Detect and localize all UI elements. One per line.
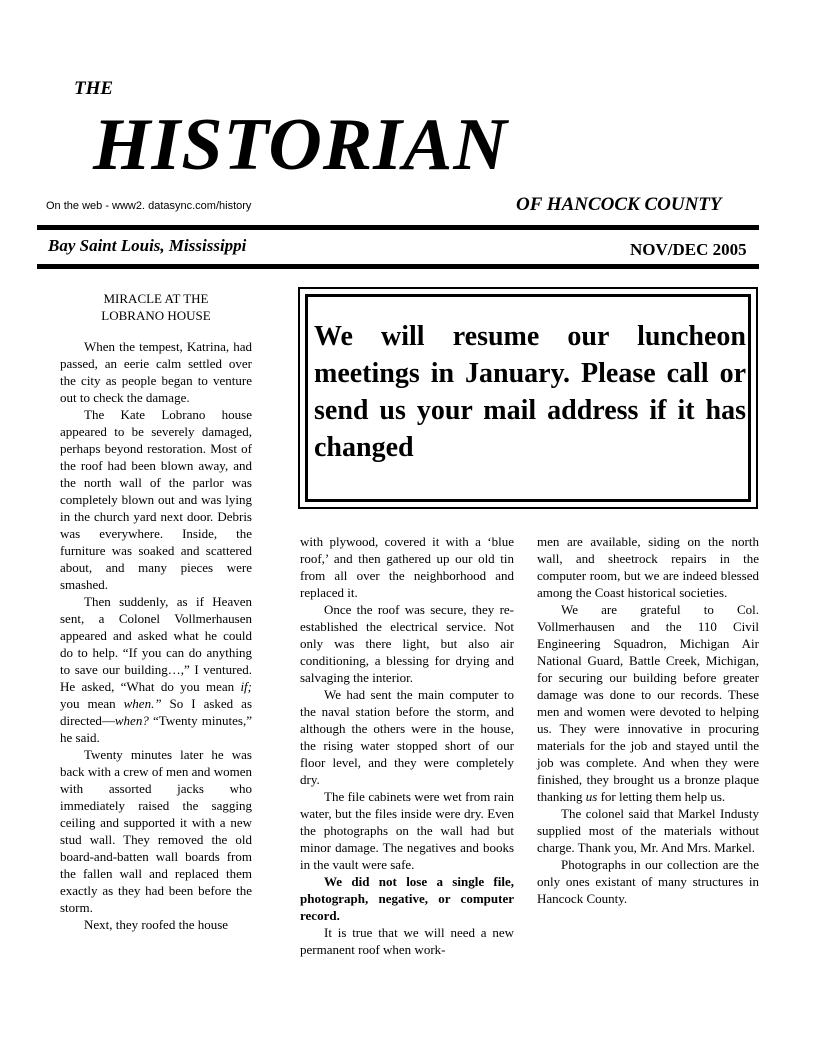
article-column-1 <box>60 338 252 933</box>
city-line: Bay Saint Louis, Mississippi <box>48 236 247 255</box>
text-run: Then suddenly, as if Heaven sent, a Colonel Vollmerhausen appeared and asked what he could do to help. “If you can do anything to save our building…,” I ventured. He asked, “What do you mean <box>60 594 252 694</box>
article-column-3 <box>537 533 759 907</box>
paragraph: Next, they roofed the house <box>84 917 229 932</box>
paragraph: When the tempest, Katrina, had passed, an eerie calm settled over the city as people began to venture out to check the damage. <box>60 339 252 405</box>
italic-text: when.” <box>123 696 162 711</box>
text-run: for letting them help us. <box>597 789 726 804</box>
paragraph: The file cabinets were wet from rain water, but the files inside were dry. Even the photographs on the wall had but minor damage. The negatives and books in the vault were safe. <box>300 789 514 872</box>
paragraph: It is true that we will need a new permanent roof when work- <box>300 925 514 957</box>
article-headline <box>60 290 252 324</box>
paragraph: Twenty minutes later he was back with a crew of men and women with assorted jacks who immediately raised the sagging ceiling and supported it with a new stud wall. They removed the old board-and-batten wall boards from the fallen wall and replaced them exactly as they had been before the storm. <box>60 747 252 915</box>
paragraph: The colonel said that Markel Industy supplied most of the materials without charge. Thank you, Mr. And Mrs. Markel. <box>537 806 759 855</box>
paragraph: Photographs in our collection are the only ones existant of many structures in Hancock County. <box>537 857 759 906</box>
paragraph <box>537 601 759 805</box>
paragraph: Once the roof was secure, they re-established the electrical service. Not only was there light, but also air conditioning, a blessing for drying and salvaging the interior. <box>300 602 514 685</box>
text-run: “Twenty minutes,” he said. <box>60 713 252 745</box>
article-column-2 <box>300 533 514 958</box>
issue-date: NOV/DEC 2005 <box>630 240 747 259</box>
newsletter-title: HISTORIAN <box>93 104 508 186</box>
headline-line-1: MIRACLE AT THE <box>103 291 209 306</box>
notice-text: We will resume our luncheon meetings in January. Please call or send us your mail address if it has changed <box>314 321 746 463</box>
county-subtitle: OF HANCOCK COUNTY <box>516 194 722 215</box>
paragraph <box>60 593 252 746</box>
bottom-rule <box>37 264 759 269</box>
website-line: On the web - www2. datasync.com/history <box>46 200 252 212</box>
bold-paragraph <box>300 873 514 924</box>
paragraph: We had sent the main computer to the naval station before the storm, and although the others were in the house, the rising water stopped short of our floor level, and they were completely dry. <box>300 687 514 787</box>
italic-text: us <box>585 789 598 804</box>
top-rule <box>37 225 759 230</box>
paragraph: men are available, siding on the north wall, and sheetrock repairs in the computer room, but we are indeed blessed among the Coast historical societies. <box>537 534 759 600</box>
italic-text: if; <box>240 679 252 694</box>
paragraph: with plywood, covered it with a ‘blue roof,’ and then gathered up our old tin from all over the neighborhood and replaced it. <box>300 534 514 600</box>
italic-text: when? <box>114 713 149 728</box>
masthead-the: THE <box>74 78 114 99</box>
text-run: you mean <box>60 696 124 711</box>
paragraph: The Kate Lobrano house appeared to be severely damaged, perhaps beyond restoration. Most of the roof had been blown away, and the north wall of the parlor was completely blown out and was lying in the church yard next door. Debris was everywhere. Inside, the furniture was soaked and scattered about, and many pieces were smashed. <box>60 407 252 592</box>
bold-text: We did not lose a single file, photograph, negative, or computer record. <box>300 874 514 923</box>
headline-line-2: LOBRANO HOUSE <box>101 308 211 323</box>
text-run: So I asked as directed— <box>60 696 252 728</box>
text-run: We are grateful to Col. Vollmerhausen and the 110 Civil Engineering Squadron, Michigan Air National Guard, Battle Creek, Michigan, for securing our building before greater damage was done to our records. These men and women were devoted to helping us. They were innovative in procuring materials for the job and stayed until the job was complete. And when they were finished, they brought us a bronze plaque thanking <box>537 602 759 804</box>
